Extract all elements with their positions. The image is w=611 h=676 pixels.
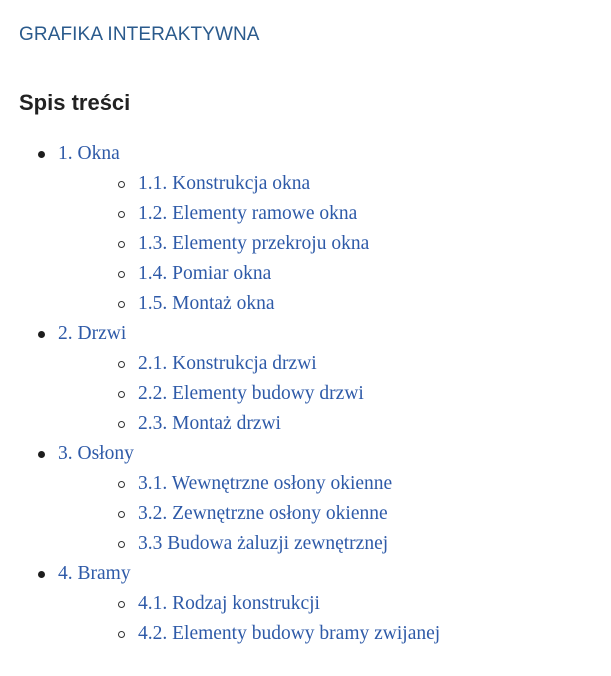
toc-link[interactable]: 1.1. Konstrukcja okna <box>138 173 311 194</box>
disc-bullet-icon <box>38 151 45 158</box>
toc-link[interactable]: 4.2. Elementy budowy bramy zwijanej <box>138 623 441 644</box>
site-title-link[interactable]: GRAFIKA INTERAKTYWNA <box>19 24 260 45</box>
circle-bullet-icon <box>118 421 125 428</box>
disc-bullet-icon <box>38 571 45 578</box>
toc-subitem <box>0 530 440 560</box>
disc-bullet-icon <box>38 331 45 338</box>
disc-bullet-icon <box>38 451 45 458</box>
circle-bullet-icon <box>118 241 125 248</box>
circle-bullet-icon <box>118 631 125 638</box>
toc-subitem <box>0 410 440 440</box>
toc-link[interactable]: 4. Bramy <box>58 563 131 584</box>
toc-link[interactable]: 3.3 Budowa żaluzji zewnętrznej <box>138 533 389 554</box>
circle-bullet-icon <box>118 181 125 188</box>
toc-link[interactable]: 1.3. Elementy przekroju okna <box>138 233 370 254</box>
toc-subitem <box>0 200 440 230</box>
circle-bullet-icon <box>118 511 125 518</box>
toc-link[interactable]: 1. Okna <box>58 143 120 164</box>
toc-subitem <box>0 230 440 260</box>
toc-subitem <box>0 620 440 650</box>
circle-bullet-icon <box>118 601 125 608</box>
toc-subitem <box>0 260 440 290</box>
toc-subitem <box>0 500 440 530</box>
toc-link[interactable]: 2. Drzwi <box>58 323 127 344</box>
toc-link[interactable]: 3. Osłony <box>58 443 134 464</box>
toc-heading: Spis treści <box>19 90 131 115</box>
circle-bullet-icon <box>118 301 125 308</box>
toc-subitem <box>0 170 440 200</box>
circle-bullet-icon <box>118 481 125 488</box>
circle-bullet-icon <box>118 361 125 368</box>
table-of-contents <box>0 140 440 650</box>
toc-subitem <box>0 470 440 500</box>
toc-link[interactable]: 1.5. Montaż okna <box>138 293 275 314</box>
toc-section-bramy <box>0 560 440 590</box>
toc-subitem <box>0 590 440 620</box>
toc-link[interactable]: 1.2. Elementy ramowe okna <box>138 203 358 224</box>
circle-bullet-icon <box>118 271 125 278</box>
circle-bullet-icon <box>118 541 125 548</box>
toc-link[interactable]: 2.2. Elementy budowy drzwi <box>138 383 364 404</box>
toc-section-drzwi <box>0 320 440 350</box>
toc-link[interactable]: 1.4. Pomiar okna <box>138 263 272 284</box>
toc-section-okna <box>0 140 440 170</box>
toc-link[interactable]: 4.1. Rodzaj konstrukcji <box>138 593 320 614</box>
toc-subitem <box>0 290 440 320</box>
toc-link[interactable]: 2.3. Montaż drzwi <box>138 413 281 434</box>
circle-bullet-icon <box>118 391 125 398</box>
toc-link[interactable]: 2.1. Konstrukcja drzwi <box>138 353 317 374</box>
toc-subitem <box>0 380 440 410</box>
toc-section-oslony <box>0 440 440 470</box>
toc-link[interactable]: 3.1. Wewnętrzne osłony okienne <box>138 473 393 494</box>
toc-link[interactable]: 3.2. Zewnętrzne osłony okienne <box>138 503 388 524</box>
circle-bullet-icon <box>118 211 125 218</box>
toc-subitem <box>0 350 440 380</box>
